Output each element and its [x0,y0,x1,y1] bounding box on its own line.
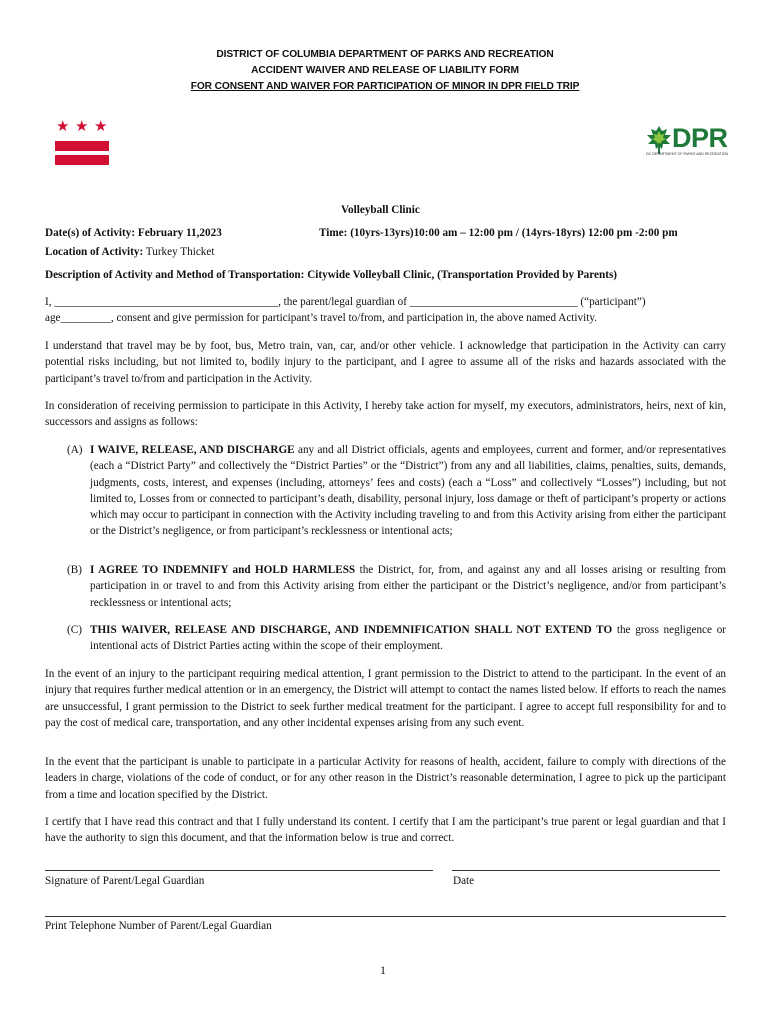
telephone-label: Print Telephone Number of Parent/Legal Guardian [45,920,272,932]
activity-time [319,225,678,241]
activity-description-label: Description of Activity and Method of Transportation: [45,269,305,281]
clause-b [67,562,726,611]
clause-b-text: the District, for, from, and against any and all losses arising or resulting from participation in or travel to and from this Activity arising from either the participant or the District’s negligence, and/or from participant’s recklessness or intentional acts; [90,564,726,609]
consideration-paragraph: In consideration of receiving permission to participate in this Activity, I hereby take action for myself, my executors, administrators, heirs, next of kin, successors and assigns as follows: [45,400,726,429]
clause-a-text: any and all District officials, agents and employees, current and former, and/or representatives (each a “District Party” and collectively the “District Parties” or the “District”) from any and all liabilities, claims, penalties, suits, demands, judgments, costs, interest, and expenses (including, attorneys’ fees and costs) (each a “Loss” and collectively “Losses”) including, but not limited to, Losses from or connected to participant’s death, disability, personal injury, loss damage or theft of participant’s property or actions which may occur to participant in connection with the Activity including traveling to and from this Activity arising from either the participant or the District’s negligence, or from participant’s recklessness or intentional acts; [90,444,726,538]
clause-a-heading: I WAIVE, RELEASE, AND DISCHARGE [90,444,295,456]
activity-location-value: Turkey Thicket [145,246,215,258]
activity-location-label: Location of Activity: [45,246,144,258]
activity-date-label: Date(s) of Activity: [45,227,136,239]
clause-a [67,442,726,540]
signature-label: Signature of Parent/Legal Guardian [45,875,205,887]
consent-line-2: age_________, consent and give permission for participant’s travel to/from, and participation in, the above named Activity. [45,312,597,324]
clause-a-label: (A) [67,444,83,456]
clause-c-text: the gross negligence or intentional acts of District Parties acting within the scope of their employment. [90,624,727,653]
certify-paragraph: I certify that I have read this contract and that I fully understand its content. I certify that I am the participant’s true parent or legal guardian and that I have the authority to sign this document, and that the information below is true and correct. [45,816,726,845]
date-line[interactable] [452,870,720,871]
clause-b-label: (B) [67,564,82,576]
form-header-line-2: ACCIDENT WAIVER AND RELEASE OF LIABILITY FORM [251,65,519,76]
date-label: Date [453,875,475,887]
telephone-line[interactable] [45,916,726,917]
clause-b-heading: I AGREE TO INDEMNIFY and HOLD HARMLESS [90,564,356,576]
activity-name: Volleyball Clinic [341,204,420,216]
activity-location [45,244,214,260]
dpr-logo [645,125,740,159]
activity-description-value: Citywide Volleyball Clinic, (Transportation Provided by Parents) [307,269,618,281]
clause-c-heading: THIS WAIVER, RELEASE AND DISCHARGE, AND INDEMNIFICATION SHALL NOT EXTEND TO [90,624,613,636]
medical-paragraph: In the event of an injury to the participant requiring medical attention, I grant permission to the District to attend to the participant. In the event of an injury that requires further medical attention or in an emergency, the District will attempt to contact the names listed below. If efforts to reach the names are unsuccessful, I grant permission to the District to seek further medical treatment for the participant. I agree to accept full responsibility for and to pay the cost of medical care, transportation, and any other incidental expenses arising from any such event. [45,668,726,729]
leaf-icon [645,125,673,155]
clause-c [67,622,726,655]
signature-line[interactable] [45,870,433,871]
activity-date [45,225,222,241]
page-number: 1 [380,963,386,977]
dpr-logo-subtext: DC DEPARTMENT OF PARKS AND RECREATION [646,152,729,156]
pickup-paragraph: In the event that the participant is unable to participate in a particular Activity for reasons of health, accident, failure to comply with directions of the leaders in charge, violations of the code of conduct, or for any other reason in the District’s reasonable determination, I agree to pick up the participant from a time and location specified by the District. [45,756,726,801]
activity-description [45,267,617,283]
activity-time-label: Time: [319,227,348,239]
travel-paragraph: I understand that travel may be by foot, bus, Metro train, van, car, and/or other vehicle. I acknowledge that participation in the Activity can carry potential risks including, but not limited to, bodily injury to the participant, and I agree to assume all of the risks and hazards associated with the participant’s travel to/from and participation in the Activity. [45,340,726,385]
dpr-logo-text: DPR [672,123,728,153]
dc-flag-icon: ★ ★ ★ [55,124,109,168]
consent-line-1: I, ________________________________________, the parent/legal guardian of ______________________________ (“participant”) [45,296,646,308]
clause-c-label: (C) [67,624,82,636]
form-header-line-3: FOR CONSENT AND WAIVER FOR PARTICIPATION OF MINOR IN DPR FIELD TRIP [190,81,580,92]
activity-time-value: (10yrs-13yrs)10:00 am – 12:00 pm / (14yrs-18yrs) 12:00 pm -2:00 pm [350,227,678,239]
activity-date-value: February 11,2023 [137,227,222,239]
form-header-line-1: DISTRICT OF COLUMBIA DEPARTMENT OF PARKS AND RECREATION [216,49,554,60]
